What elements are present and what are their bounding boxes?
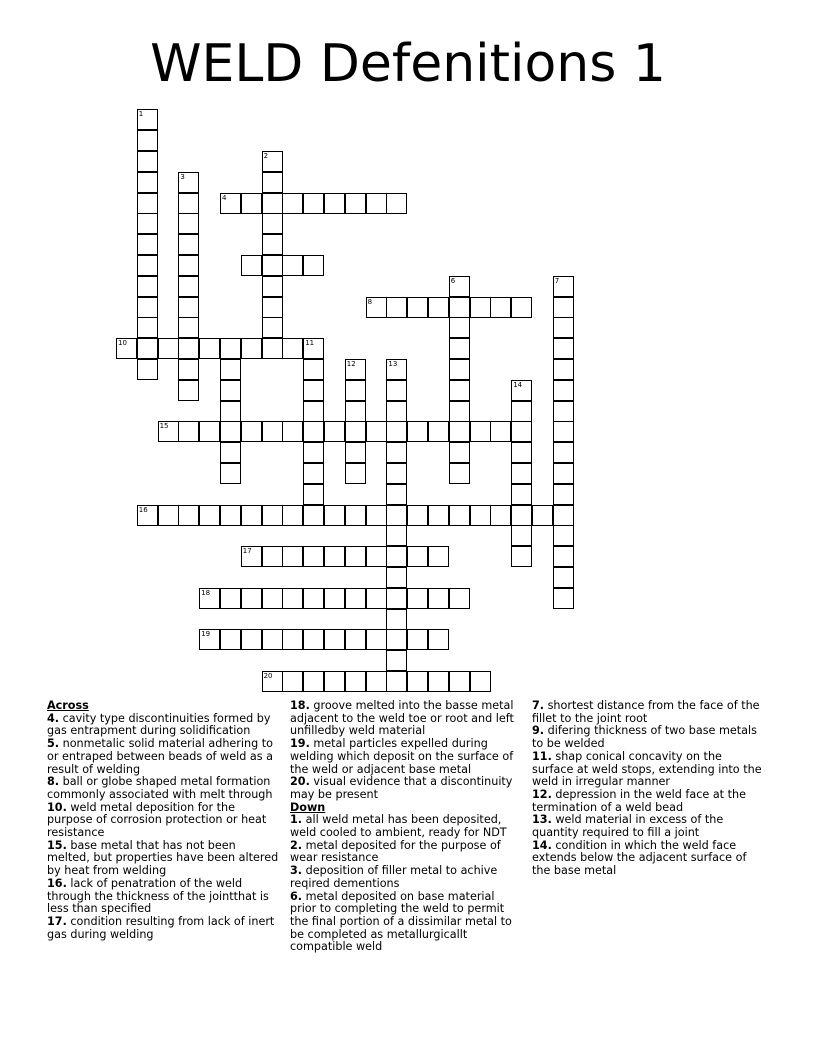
crossword-cell[interactable]: [137, 505, 158, 526]
crossword-cell[interactable]: [553, 401, 574, 422]
clue-number: 8: [367, 297, 373, 306]
crossword-cell[interactable]: [199, 588, 220, 609]
crossword-cell[interactable]: [449, 588, 470, 609]
crossword-cell[interactable]: [553, 546, 574, 567]
clue-number: 20: [263, 672, 273, 680]
crossword-cell[interactable]: [511, 421, 532, 442]
clue-number: 2: [263, 152, 269, 160]
clue-item: [290, 865, 522, 890]
crossword-cell[interactable]: [178, 276, 199, 297]
crossword-cell[interactable]: [386, 359, 407, 380]
clue-item: [47, 916, 279, 941]
crossword-cell[interactable]: [386, 671, 407, 692]
crossword-cell[interactable]: [282, 421, 303, 442]
crossword-cell[interactable]: [511, 546, 532, 567]
crossword-cell[interactable]: [220, 463, 241, 484]
crossword-cell[interactable]: [241, 546, 262, 567]
crossword-cell[interactable]: [262, 172, 283, 193]
clue-item-number: 8.: [47, 775, 60, 789]
crossword-cell[interactable]: [137, 297, 158, 318]
crossword-cell[interactable]: [407, 421, 428, 442]
crossword-cell[interactable]: [303, 359, 324, 380]
crossword-cell[interactable]: [262, 255, 283, 276]
crossword-cell[interactable]: [470, 671, 491, 692]
crossword-cell[interactable]: [262, 234, 283, 255]
clue-item-number: 7.: [532, 699, 545, 712]
clue-item-text: visual evidence that a discontinuity may be present: [290, 775, 513, 801]
clue-number: 15: [159, 422, 169, 431]
crossword-cell[interactable]: [137, 130, 158, 151]
crossword-cell[interactable]: [449, 671, 470, 692]
crossword-cell[interactable]: [220, 193, 241, 214]
clue-number: 18: [201, 588, 211, 597]
clue-item: [47, 713, 279, 738]
crossword-cell[interactable]: [137, 109, 158, 130]
crossword-cell[interactable]: [511, 380, 532, 401]
crossword-cell[interactable]: [137, 213, 158, 234]
crossword-cell[interactable]: [449, 380, 470, 401]
crossword-cell[interactable]: [262, 505, 283, 526]
crossword-cell[interactable]: [553, 297, 574, 318]
crossword-cell[interactable]: [220, 359, 241, 380]
crossword-cell[interactable]: [241, 629, 262, 650]
crossword-cell[interactable]: [241, 338, 262, 359]
crossword-cell[interactable]: [407, 588, 428, 609]
clue-item-number: 12.: [532, 787, 552, 801]
crossword-cell[interactable]: [490, 297, 511, 318]
clue-item: [532, 840, 764, 878]
crossword-cell[interactable]: [262, 338, 283, 359]
crossword-cell[interactable]: [511, 297, 532, 318]
clue-item: [532, 700, 764, 725]
clue-item-text: difering thickness of two base metals to be welded: [532, 724, 757, 751]
clue-item: [47, 878, 279, 916]
clue-item-number: 1.: [290, 813, 303, 827]
crossword-cell[interactable]: [407, 629, 428, 650]
crossword-cell[interactable]: [178, 193, 199, 214]
clue-item-text: weld material in excess of the quantity required to fill a joint: [532, 813, 724, 840]
crossword-cell[interactable]: [428, 421, 449, 442]
crossword-cell[interactable]: [553, 317, 574, 338]
crossword-cell[interactable]: [262, 629, 283, 650]
crossword-cell[interactable]: [553, 525, 574, 546]
clue-item-number: 10.: [47, 800, 67, 814]
crossword-cell[interactable]: [303, 401, 324, 422]
crossword-cell[interactable]: [303, 421, 324, 442]
clue-item-number: 19.: [290, 737, 310, 751]
crossword-cell[interactable]: [428, 505, 449, 526]
clue-item-number: 6.: [290, 889, 303, 903]
crossword-cell[interactable]: [553, 421, 574, 442]
crossword-cell[interactable]: [366, 546, 387, 567]
crossword-cell[interactable]: [199, 505, 220, 526]
clue-item: [290, 814, 522, 839]
crossword-cell[interactable]: [511, 505, 532, 526]
crossword-cell[interactable]: [345, 421, 366, 442]
crossword-cell[interactable]: [282, 255, 303, 276]
crossword-cell[interactable]: [386, 525, 407, 546]
crossword-cell[interactable]: [137, 172, 158, 193]
clue-item-text: ball or globe shaped metal formation commonly associated with melt through: [47, 775, 273, 801]
clue-number: 11: [305, 339, 315, 348]
clue-item-number: 14.: [532, 838, 552, 852]
clue-number: 7: [554, 276, 560, 285]
clue-item-number: 18.: [290, 699, 310, 712]
crossword-cell[interactable]: [137, 255, 158, 276]
crossword-cell[interactable]: [178, 297, 199, 318]
crossword-cell[interactable]: [158, 421, 179, 442]
crossword-cell[interactable]: [262, 193, 283, 214]
clue-item: [290, 700, 522, 738]
clue-item-text: base metal that has not been melted, but properties have been altered by heat from welding: [47, 838, 279, 878]
crossword-cell[interactable]: [158, 505, 179, 526]
crossword-cell[interactable]: [366, 671, 387, 692]
crossword-cell[interactable]: [366, 588, 387, 609]
clue-number: 6: [450, 276, 456, 285]
crossword-cell[interactable]: [241, 505, 262, 526]
crossword-cell[interactable]: [137, 359, 158, 380]
crossword-cell[interactable]: [137, 151, 158, 172]
crossword-cell[interactable]: [428, 629, 449, 650]
clue-item: [47, 802, 279, 840]
crossword-cell[interactable]: [449, 463, 470, 484]
crossword-cell[interactable]: [220, 442, 241, 463]
crossword-cell[interactable]: [303, 442, 324, 463]
crossword-cell[interactable]: [303, 505, 324, 526]
crossword-cell[interactable]: [178, 338, 199, 359]
crossword-cell[interactable]: [449, 421, 470, 442]
crossword-cell[interactable]: [262, 317, 283, 338]
crossword-cell[interactable]: [386, 421, 407, 442]
down-header: Down: [290, 800, 326, 814]
crossword-cell[interactable]: [303, 546, 324, 567]
crossword-cell[interactable]: [262, 297, 283, 318]
crossword-cell[interactable]: [428, 588, 449, 609]
crossword-cell[interactable]: [511, 525, 532, 546]
across-header: Across: [47, 699, 89, 712]
crossword-cell[interactable]: [345, 401, 366, 422]
clue-item-number: 2.: [290, 838, 303, 852]
crossword-cell[interactable]: [386, 650, 407, 671]
crossword-cell[interactable]: [386, 588, 407, 609]
clue-item-number: 3.: [290, 864, 303, 878]
clue-item-text: depression in the weld face at the termination of a weld bead: [532, 787, 746, 814]
crossword-cell[interactable]: [178, 421, 199, 442]
clue-item: [47, 776, 279, 801]
crossword-cell[interactable]: [449, 276, 470, 297]
crossword-cell[interactable]: [553, 505, 574, 526]
clue-item: [290, 776, 522, 801]
crossword-cell[interactable]: [324, 505, 345, 526]
crossword-cell[interactable]: [303, 629, 324, 650]
crossword-cell[interactable]: [386, 401, 407, 422]
crossword-cell[interactable]: [345, 588, 366, 609]
crossword-cell[interactable]: [303, 380, 324, 401]
crossword-cell[interactable]: [220, 588, 241, 609]
crossword-cell[interactable]: [386, 484, 407, 505]
crossword-cell[interactable]: [324, 671, 345, 692]
crossword-cell[interactable]: [553, 338, 574, 359]
clue-number: 1: [138, 110, 144, 119]
clue-item: [532, 789, 764, 814]
crossword-cell[interactable]: [178, 380, 199, 401]
crossword-cell[interactable]: [428, 297, 449, 318]
crossword-cell[interactable]: [158, 338, 179, 359]
crossword-cell[interactable]: [345, 380, 366, 401]
crossword-cell[interactable]: [449, 359, 470, 380]
clue-item-text: groove melted into the basse metal adjacent to the weld toe or root and left unfilledby weld material: [290, 699, 514, 738]
clue-item-number: 9.: [532, 724, 545, 738]
crossword-cell[interactable]: [241, 421, 262, 442]
crossword-cell[interactable]: [553, 588, 574, 609]
clue-item-text: cavity type discontinuities formed by gas entrapment during solidification: [47, 711, 271, 738]
crossword-cell[interactable]: [282, 546, 303, 567]
crossword-cell[interactable]: [511, 484, 532, 505]
crossword-cell[interactable]: [386, 629, 407, 650]
crossword-cell[interactable]: [407, 505, 428, 526]
crossword-cell[interactable]: [366, 297, 387, 318]
crossword-cell[interactable]: [386, 463, 407, 484]
clue-item-text: all weld metal has been deposited, weld cooled to ambient, ready for NDT: [290, 813, 507, 840]
clue-number: 3: [180, 172, 185, 181]
crossword-cell[interactable]: [282, 629, 303, 650]
crossword-cell[interactable]: [428, 671, 449, 692]
crossword-cell[interactable]: [178, 317, 199, 338]
crossword-cell[interactable]: [553, 380, 574, 401]
clue-item-number: 5.: [47, 737, 60, 751]
clue-item: [47, 840, 279, 878]
crossword-cell[interactable]: [553, 484, 574, 505]
crossword-cell[interactable]: [553, 463, 574, 484]
clue-item-text: condition resulting from lack of inert gas during welding: [47, 914, 275, 941]
crossword-cell[interactable]: [262, 588, 283, 609]
crossword-cell[interactable]: [220, 338, 241, 359]
crossword-cell[interactable]: [137, 193, 158, 214]
crossword-cell[interactable]: [303, 484, 324, 505]
crossword-cell[interactable]: [199, 629, 220, 650]
crossword-cell[interactable]: [303, 671, 324, 692]
crossword-cell[interactable]: [407, 297, 428, 318]
crossword-cell[interactable]: [532, 505, 553, 526]
crossword-cell[interactable]: [428, 546, 449, 567]
crossword-cell[interactable]: [262, 546, 283, 567]
crossword-cell[interactable]: [345, 463, 366, 484]
crossword-cell[interactable]: [345, 629, 366, 650]
crossword-cell[interactable]: [282, 193, 303, 214]
clue-item-number: 20.: [290, 775, 310, 789]
crossword-cell[interactable]: [366, 505, 387, 526]
crossword-cell[interactable]: [386, 380, 407, 401]
clue-number: 13: [388, 360, 398, 368]
crossword-cell[interactable]: [282, 505, 303, 526]
clue-item-number: 15.: [47, 838, 67, 852]
clue-number: 17: [242, 547, 252, 556]
crossword-cell[interactable]: [511, 401, 532, 422]
crossword-cell[interactable]: [282, 588, 303, 609]
crossword-cell[interactable]: [303, 463, 324, 484]
crossword-cell[interactable]: [178, 255, 199, 276]
clue-item-number: 4.: [47, 711, 60, 725]
crossword-cell[interactable]: [345, 546, 366, 567]
crossword-cell[interactable]: [178, 359, 199, 380]
clue-item-number: 16.: [47, 876, 67, 890]
crossword-cell[interactable]: [366, 629, 387, 650]
crossword-cell[interactable]: [220, 629, 241, 650]
clue-item: [532, 814, 764, 839]
crossword-cell[interactable]: [366, 421, 387, 442]
crossword-cell[interactable]: [262, 671, 283, 692]
crossword-cell[interactable]: [303, 338, 324, 359]
crossword-cell[interactable]: [178, 234, 199, 255]
crossword-cell[interactable]: [553, 567, 574, 588]
crossword-cell[interactable]: [386, 505, 407, 526]
crossword-cell[interactable]: [220, 421, 241, 442]
crossword-cell[interactable]: [386, 442, 407, 463]
crossword-cell[interactable]: [345, 193, 366, 214]
clues-column-1: [47, 700, 279, 941]
clue-number: 12: [346, 360, 356, 368]
clue-item: [532, 725, 764, 750]
crossword-cell[interactable]: [262, 421, 283, 442]
clue-item-number: 13.: [532, 813, 552, 827]
crossword-cell[interactable]: [407, 671, 428, 692]
crossword-cell[interactable]: [553, 276, 574, 297]
crossword-cell[interactable]: [282, 338, 303, 359]
crossword-cell[interactable]: [262, 151, 283, 172]
crossword-cell[interactable]: [386, 567, 407, 588]
crossword-cell[interactable]: [324, 546, 345, 567]
crossword-cell[interactable]: [345, 359, 366, 380]
clue-item-text: deposition of filler metal to achive reqired dementions: [290, 864, 498, 890]
crossword-cell[interactable]: [241, 193, 262, 214]
page-title: WELD Defenitions 1: [150, 34, 666, 94]
crossword-cell[interactable]: [262, 213, 283, 234]
crossword-cell[interactable]: [178, 172, 199, 193]
crossword-cell[interactable]: [386, 297, 407, 318]
clue-item: [532, 751, 764, 789]
crossword-cell[interactable]: [220, 401, 241, 422]
crossword-cell[interactable]: [449, 338, 470, 359]
crossword-cell[interactable]: [449, 505, 470, 526]
clue-item-text: weld metal deposition for the purpose of corrosion protection or heat resistance: [47, 800, 267, 840]
crossword-cell[interactable]: [511, 463, 532, 484]
clue-number: 16: [138, 505, 148, 514]
crossword-cell[interactable]: [470, 505, 491, 526]
clue-item-number: 11.: [532, 749, 552, 763]
crossword-cell[interactable]: [137, 234, 158, 255]
crossword-cell[interactable]: [324, 421, 345, 442]
crossword-cell[interactable]: [470, 421, 491, 442]
crossword-cell[interactable]: [366, 193, 387, 214]
crossword-cell[interactable]: [345, 442, 366, 463]
clue-item: [47, 738, 279, 776]
clues-section: [47, 700, 777, 960]
crossword-cell[interactable]: [490, 421, 511, 442]
clue-item-text: metal deposited for the purpose of wear resistance: [290, 838, 501, 865]
crossword-cell[interactable]: [116, 338, 137, 359]
clue-number: 4: [222, 193, 227, 202]
clue-item: [290, 891, 522, 955]
clue-number: 14: [513, 380, 523, 389]
crossword-cell[interactable]: [449, 401, 470, 422]
clue-number: 19: [201, 630, 211, 639]
crossword-cell[interactable]: [511, 442, 532, 463]
crossword-cell[interactable]: [407, 546, 428, 567]
crossword-cell[interactable]: [137, 276, 158, 297]
crossword-cell[interactable]: [137, 338, 158, 359]
crossword-cell[interactable]: [303, 193, 324, 214]
crossword-cell[interactable]: [490, 505, 511, 526]
crossword-cell[interactable]: [220, 380, 241, 401]
crossword-cell[interactable]: [324, 588, 345, 609]
clue-item-text: lack of penatration of the weld through the thickness of the jointthat is less than specified: [47, 876, 269, 916]
crossword-cell[interactable]: [178, 505, 199, 526]
clue-item-text: shap conical concavity on the surface at weld stops, extending into the weld in irregular manner: [532, 749, 762, 789]
clue-item-text: condition in which the weld face extends below the adjacent surface of the base metal: [532, 838, 747, 878]
clues-column-2: [290, 700, 522, 954]
clue-item: [290, 738, 522, 776]
crossword-cell[interactable]: [470, 297, 491, 318]
clue-item: [290, 840, 522, 865]
crossword-cell[interactable]: [199, 338, 220, 359]
crossword-cell[interactable]: [137, 317, 158, 338]
crossword-cell[interactable]: [449, 297, 470, 318]
crossword-cell[interactable]: [553, 359, 574, 380]
clue-item-text: metal deposited on base material prior to completing the weld to permit the final portion of a dissimilar metal to be completed as metallurgicallt compatible weld: [290, 889, 512, 954]
clue-item-text: nonmetalic solid material adhering to or entraped between beads of weld as a result of welding: [47, 737, 273, 776]
crossword-cell[interactable]: [553, 442, 574, 463]
crossword-cell[interactable]: [262, 276, 283, 297]
crossword-cell[interactable]: [386, 546, 407, 567]
crossword-cell[interactable]: [386, 193, 407, 214]
crossword-cell[interactable]: [386, 609, 407, 630]
crossword-cell[interactable]: [303, 255, 324, 276]
clue-item-text: metal particles expelled during welding which deposit on the surface of the weld or adjacent base metal: [290, 737, 514, 776]
crossword-cell[interactable]: [220, 505, 241, 526]
crossword-cell[interactable]: [241, 588, 262, 609]
crossword-cell[interactable]: [324, 629, 345, 650]
clue-item-number: 17.: [47, 914, 67, 928]
crossword-cell[interactable]: [345, 505, 366, 526]
clues-column-3: [532, 700, 764, 878]
crossword-cell[interactable]: [241, 255, 262, 276]
crossword-cell[interactable]: [449, 442, 470, 463]
crossword-cell[interactable]: [345, 671, 366, 692]
clue-item-text: shortest distance from the face of the fillet to the joint root: [532, 699, 760, 725]
crossword-cell[interactable]: [282, 671, 303, 692]
crossword-cell[interactable]: [178, 213, 199, 234]
crossword-cell[interactable]: [449, 317, 470, 338]
crossword-cell[interactable]: [303, 588, 324, 609]
clue-number: 10: [118, 339, 127, 348]
crossword-cell[interactable]: [199, 421, 220, 442]
crossword-cell[interactable]: [324, 193, 345, 214]
